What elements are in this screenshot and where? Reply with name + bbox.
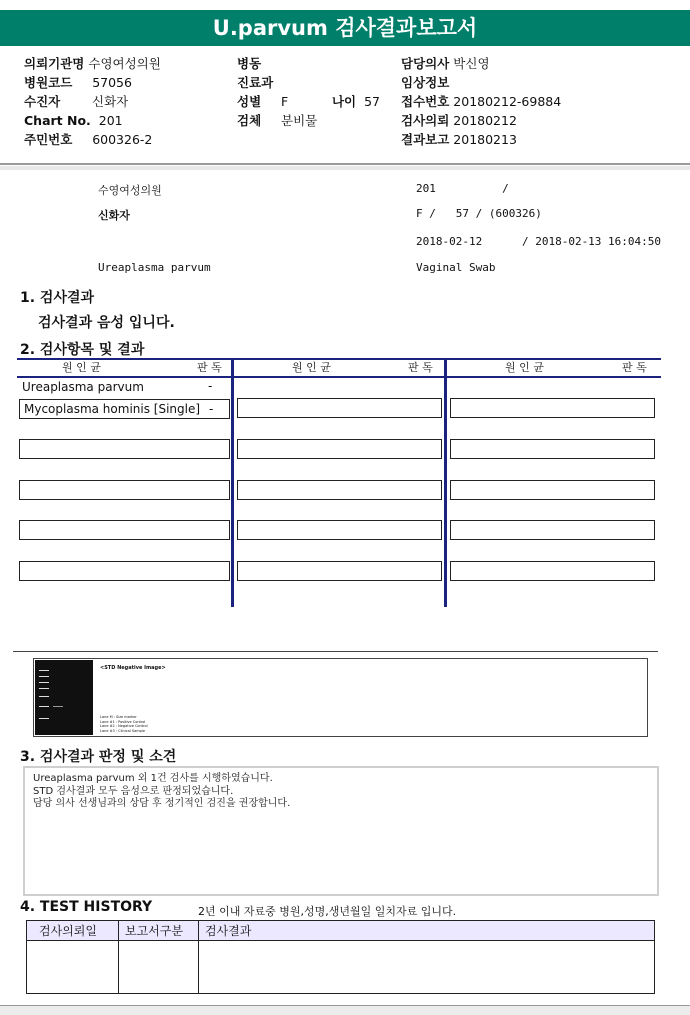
image-top-rule — [13, 651, 658, 652]
doctor-label: 담당의사 — [401, 56, 450, 71]
col-judgment-1: 판 독 — [197, 361, 222, 374]
opinion-text: Ureaplasma parvum 외 1건 검사를 시행하였습니다. STD 검사결과 모두 음성으로 판정되었습니다. 담당 의사 선생님과의 상담 후 정기적인 검진을 권장합니다. — [33, 773, 291, 809]
history-note: 2년 이내 자료중 병원,성명,생년월일 일치자료 입니다. — [198, 905, 457, 918]
section1-title: 1. 검사결과 — [20, 290, 95, 306]
column-divider-2 — [444, 359, 447, 607]
rrn-value: 600326-2 — [92, 132, 153, 147]
summary-sex-age: F / 57 / (600326) — [416, 207, 542, 220]
empty-cell — [237, 520, 442, 540]
rrn-label: 주민번호 — [24, 132, 73, 147]
specimen-label: 검체 — [237, 113, 262, 128]
lane-legend: Lane M : Size marker Lane #1 : Positive Control Lane #2 : Negative Control Lane #3 : Clinical Sample — [100, 715, 148, 733]
request-label: 검사의뢰 — [401, 113, 450, 128]
empty-cell — [450, 561, 655, 581]
column-divider-1 — [231, 359, 234, 607]
history-header-report-type: 보고서구분 — [119, 921, 199, 941]
hospital-code-label: 병원코드 — [24, 75, 73, 90]
history-cell — [119, 941, 199, 994]
sex-value: F — [281, 94, 289, 109]
organism-name: Ureaplasma parvum — [22, 380, 144, 394]
report-label: 결과보고 — [401, 132, 450, 147]
organism-name: Mycoplasma hominis [Single] — [24, 402, 201, 416]
empty-cell — [450, 439, 655, 459]
empty-cell — [19, 439, 230, 459]
header-divider-shadow — [0, 166, 690, 170]
ward-label: 병동 — [237, 56, 262, 71]
institution-value: 수영여성의원 — [88, 56, 161, 71]
empty-cell — [450, 480, 655, 500]
empty-cell — [237, 398, 442, 418]
summary-patient: 신화자 — [98, 209, 130, 222]
empty-cell — [237, 439, 442, 459]
empty-cell — [237, 561, 442, 581]
header-divider — [0, 163, 690, 165]
history-table — [26, 920, 655, 994]
empty-cell — [450, 398, 655, 418]
empty-cell — [237, 480, 442, 500]
section1-result: 검사결과 음성 입니다. — [38, 315, 175, 331]
gel-image — [35, 660, 93, 735]
chart-label: Chart No. — [24, 113, 91, 128]
empty-cell — [19, 561, 230, 581]
sex-label: 성별 — [237, 94, 262, 109]
info-col-3 — [401, 54, 561, 149]
col-organism-2: 원 인 균 — [292, 361, 331, 374]
report-title: U.parvum 검사결과보고서 — [0, 10, 690, 46]
clinical-label: 임상정보 — [401, 75, 450, 90]
history-cell — [199, 941, 655, 994]
specimen-value: 분비물 — [281, 113, 318, 128]
age-value: 57 — [364, 94, 380, 109]
request-value: 20180212 — [453, 113, 517, 128]
empty-cell — [450, 520, 655, 540]
chart-value: 201 — [98, 113, 123, 128]
history-header-result: 검사결과 — [199, 921, 655, 941]
summary-clinic: 수영여성의원 — [98, 184, 162, 197]
hospital-code-value: 57056 — [92, 75, 132, 90]
col-judgment-2: 판 독 — [408, 361, 433, 374]
opinion-box — [23, 766, 659, 896]
doctor-value: 박신영 — [453, 56, 490, 71]
gel-image-frame — [33, 658, 648, 737]
table-top-rule — [17, 358, 661, 360]
empty-cell — [19, 480, 230, 500]
col-organism-1: 원 인 균 — [62, 361, 101, 374]
reception-value: 20180212-69884 — [453, 94, 562, 109]
info-col-1 — [24, 54, 161, 149]
dept-label: 진료과 — [237, 75, 274, 90]
reception-label: 접수번호 — [401, 94, 450, 109]
info-col-2 — [237, 54, 380, 130]
summary-dates: 2018-02-12 / 2018-02-13 16:04:50 — [416, 235, 662, 248]
organism-result: - — [209, 402, 214, 416]
section2-title: 2. 검사항목 및 결과 — [20, 342, 145, 358]
page-footer — [0, 1005, 690, 1015]
organism-result: - — [208, 379, 213, 393]
col-judgment-3: 판 독 — [622, 361, 647, 374]
report-value: 20180213 — [453, 132, 517, 147]
patient-label: 수진자 — [24, 94, 61, 109]
summary-test: Ureaplasma parvum — [98, 261, 211, 274]
table-header-rule — [17, 376, 661, 378]
history-header-request-date: 검사의뢰일 — [27, 921, 119, 941]
result-cell — [19, 399, 230, 419]
patient-value: 신화자 — [92, 94, 129, 109]
section4-title: 4. TEST HISTORY — [20, 899, 153, 915]
empty-cell — [19, 520, 230, 540]
history-cell — [27, 941, 119, 994]
summary-chart: 201 / — [416, 182, 509, 195]
institution-label: 의뢰기관명 — [24, 56, 85, 71]
age-label: 나이 — [331, 94, 357, 109]
gel-caption: <STD Negative Image> — [100, 665, 166, 671]
summary-specimen: Vaginal Swab — [416, 261, 496, 274]
section3-title: 3. 검사결과 판정 및 소견 — [20, 749, 177, 765]
col-organism-3: 원 인 균 — [505, 361, 544, 374]
